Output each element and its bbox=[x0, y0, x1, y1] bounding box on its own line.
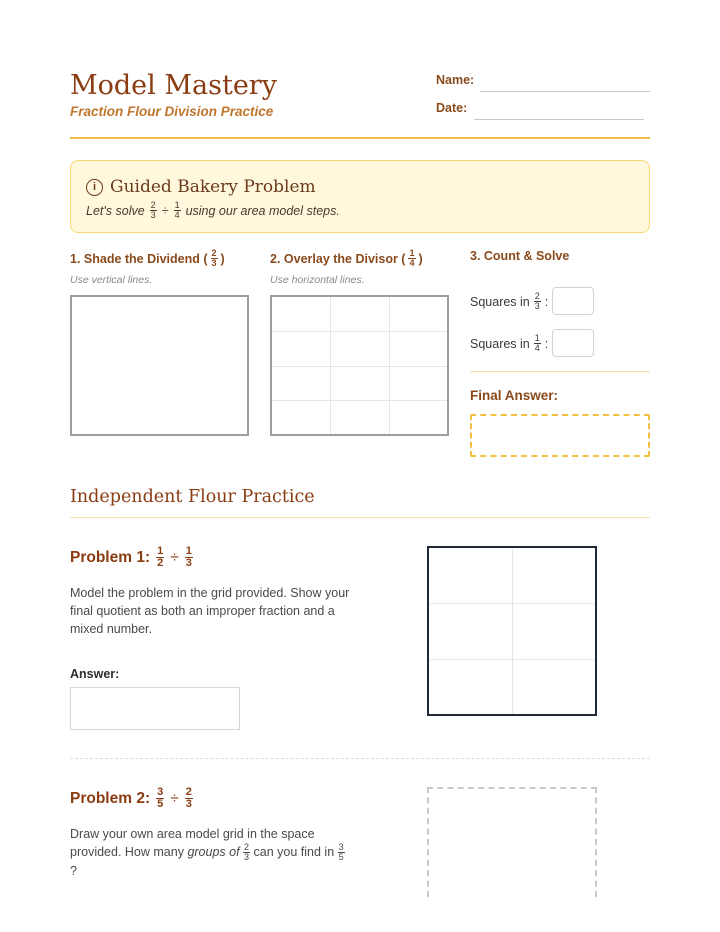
problem-divider bbox=[70, 758, 650, 759]
problem2-heading: Problem 2: $\frac{3}{5}$ ÷ $\frac{2}{3}$ bbox=[70, 786, 192, 810]
step1-heading: 1. Shade the Dividend ( $\frac{2}{3}$ ) bbox=[70, 248, 225, 268]
problem1-heading: Problem 1: $\frac{1}{2}$ ÷ $\frac{1}{3}$ bbox=[70, 545, 192, 569]
count-dividend-input[interactable] bbox=[552, 287, 594, 315]
guided-title: Guided Bakery Problem bbox=[110, 177, 316, 197]
problem2-inline-fraction: $\frac{2}{3}$ bbox=[244, 842, 250, 863]
count-divisor-fraction: $\frac{1}{4}$ bbox=[534, 333, 540, 353]
count-divisor-input[interactable] bbox=[552, 329, 594, 357]
count-divisor-label: Squares in $\frac{1}{4}$ : bbox=[470, 333, 549, 353]
step2-fraction: $\frac{1}{4}$ bbox=[409, 248, 415, 268]
step3-heading: 3. Count & Solve bbox=[470, 249, 570, 263]
header-divider bbox=[70, 137, 650, 139]
page-title: Model Mastery bbox=[70, 70, 277, 101]
final-answer-label: Final Answer: bbox=[470, 388, 559, 403]
problem1-answer-label: Answer: bbox=[70, 667, 120, 681]
problem1-model-grid[interactable] bbox=[427, 546, 597, 716]
count-dividend-label: Squares in $\frac{2}{3}$ : bbox=[470, 291, 549, 311]
guided-intro bbox=[86, 201, 340, 220]
grid-line bbox=[512, 548, 513, 714]
page-subtitle: Fraction Flour Division Practice bbox=[70, 104, 274, 119]
dividend-fraction: $\frac{2}{3}$ bbox=[150, 200, 156, 220]
problem1-fraction-b: $\frac{1}{3}$ bbox=[185, 545, 192, 569]
final-answer-box[interactable] bbox=[470, 414, 650, 457]
grid-line bbox=[429, 603, 595, 604]
step2-heading: 2. Overlay the Divisor ( $\frac{1}{4}$ ) bbox=[270, 248, 423, 268]
divisor-model-grid[interactable] bbox=[270, 295, 449, 436]
division-operator: ÷ bbox=[161, 203, 169, 218]
problem2-drawing-area[interactable] bbox=[427, 787, 597, 897]
grid-line bbox=[272, 366, 447, 367]
step2-note: Use horizontal lines. bbox=[270, 274, 365, 286]
divisor-fraction: $\frac{1}{4}$ bbox=[174, 200, 180, 220]
step3-divider bbox=[470, 371, 650, 372]
problem1-fraction-a: $\frac{1}{2}$ bbox=[157, 545, 164, 569]
problem2-text: Draw your own area model grid in the space provided. How many groups of $\frac{2}{3}$ can you find in $\frac{3}{5}$ ? bbox=[70, 827, 344, 879]
name-label: Name: bbox=[436, 73, 475, 87]
section-divider bbox=[70, 517, 650, 518]
step1-fraction: $\frac{2}{3}$ bbox=[211, 248, 217, 268]
name-field[interactable] bbox=[480, 91, 650, 92]
step1-note: Use vertical lines. bbox=[70, 274, 153, 286]
date-field[interactable] bbox=[474, 119, 644, 120]
date-label: Date: bbox=[436, 101, 468, 115]
dividend-model-box[interactable] bbox=[70, 295, 249, 436]
problem1-answer-box[interactable] bbox=[70, 687, 240, 730]
section-title: Independent Flour Practice bbox=[70, 487, 315, 507]
grid-line bbox=[429, 659, 595, 660]
count-dividend-fraction: $\frac{2}{3}$ bbox=[534, 291, 540, 311]
problem1-text: Model the problem in the grid provided. Show your final quotient as both an improper fraction and a mixed number. bbox=[70, 586, 350, 636]
info-icon: i bbox=[86, 179, 103, 196]
problem2-inline-fraction-2: $\frac{3}{5}$ bbox=[338, 842, 344, 863]
problem2-fraction-b: $\frac{2}{3}$ bbox=[185, 786, 192, 810]
problem2-fraction-a: $\frac{3}{5}$ bbox=[157, 786, 164, 810]
guided-intro-suffix: using our area model steps. bbox=[185, 203, 340, 218]
guided-intro-prefix: Let's solve bbox=[86, 203, 145, 218]
grid-line bbox=[272, 400, 447, 401]
grid-line bbox=[272, 331, 447, 332]
